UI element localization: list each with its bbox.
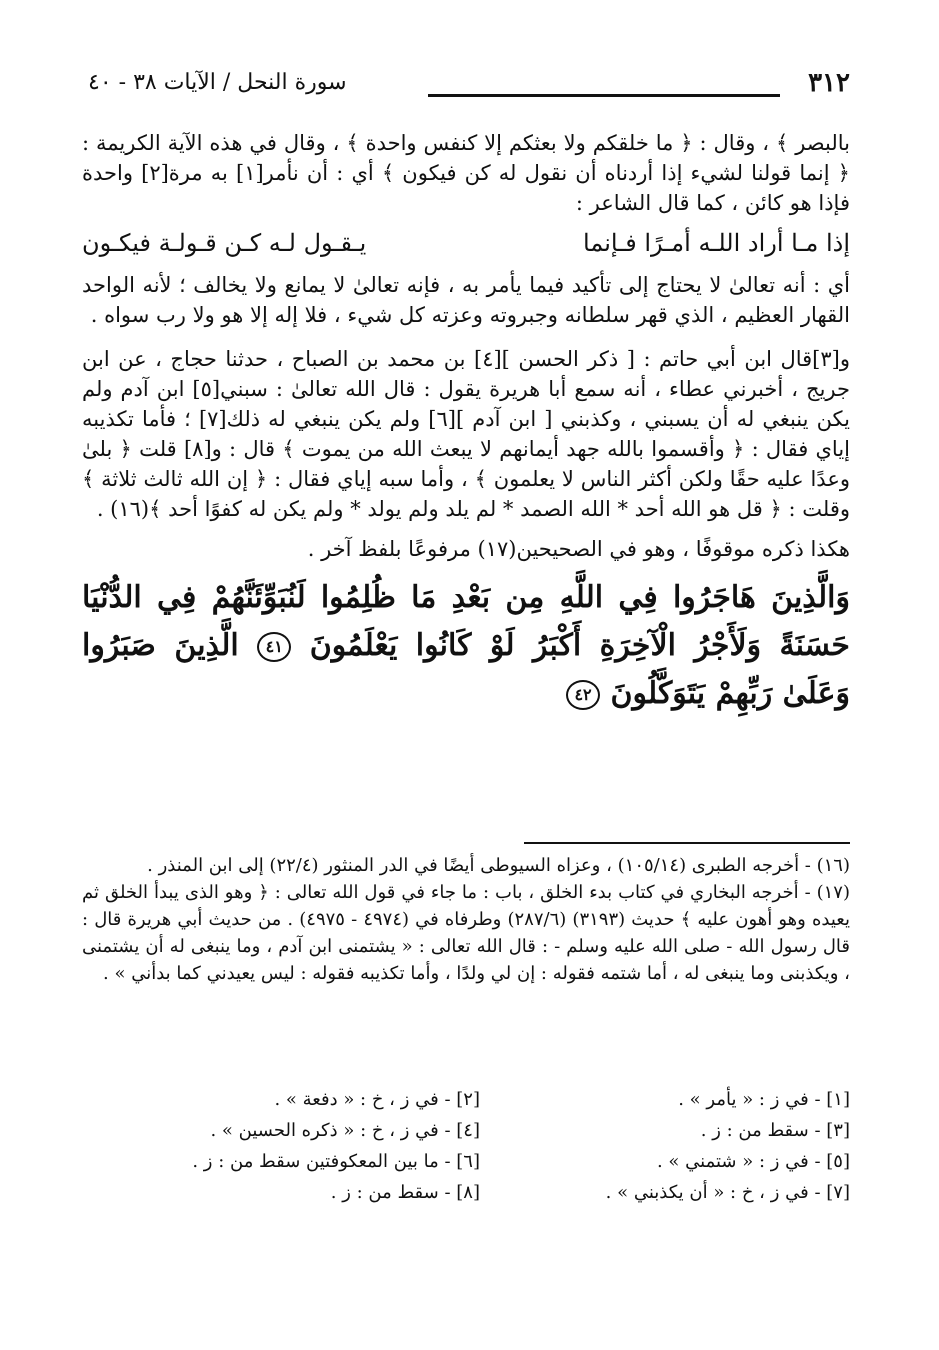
poem-hemistich-2: يـقـول لـه كـن قـولـة فيكـون <box>82 229 367 257</box>
poem-verse <box>82 226 850 260</box>
textual-notes <box>150 1086 850 1206</box>
paragraph-2: أي : أنه تعالىٰ لا يحتاج إلى تأكيد فيما يأمر به ، فإنه تعالىٰ لا يمانع ولا يخالف ؛ لأنه الواحد القهار العظيم ، الذي قهر سلطانه وجبروته وعزته كل شيء ، فلا إله إلا هو ولا رب سواه . <box>82 273 850 327</box>
note-7: [٧] - في ز ، خ : « أن يكذبني » . <box>605 1182 850 1203</box>
paragraph-4: هكذا ذكره موقوفًا ، وهو في الصحيحين(١٧) مرفوعًا بلفظ آخر . <box>307 537 850 561</box>
page-number: ٣١٢ <box>808 68 850 98</box>
ayah-number-42: ٤٢ <box>566 680 600 710</box>
note-8: [٨] - سقط من : ز . <box>330 1182 480 1203</box>
paragraph-3: و[٣]قال ابن أبي حاتم : [ ذكر الحسن ][٤] بن محمد بن الصباح ، حدثنا حجاج ، عن ابن جريج ، أخبرني عطاء ، أنه سمع أبا هريرة يقول : قال الله تعالىٰ : سبني[٥] ابن آدم ولم يكن ينبغي له أن يسبني ، وكذبني [ ابن آدم ][٦] ولم يكن ينبغي له ذلك[٧] ؛ فأما تكذيبه إياي فقال : ﴿ وأقسموا بالله جهد أيمانهم لا يبعث الله من يموت ﴾ قال : و[٨] قلت ﴿ بلىٰ وعدًا عليه حقًا ولكن أكثر الناس لا يعلمون ﴾ ، وأما سبه إياي فقال : ﴿ إن الله ثالث ثلاثة ﴾ وقلت : ﴿ قل هو الله أحد * الله الصمد * لم يلد ولم يولد * ولم يكن له كفوًا أحد ﴾(١٦) . <box>82 347 851 521</box>
note-1: [١] - في ز : « يأمر » . <box>678 1089 850 1110</box>
ayah-number-41: ٤١ <box>257 632 291 662</box>
note-2: [٢] - في ز ، خ : « دفعة » . <box>274 1089 480 1110</box>
footnote-separator <box>524 842 850 844</box>
footnote-16: (١٦) - أخرجه الطبرى (١٠٥/١٤) ، وعزاه السيوطى أيضًا في الدر المنثور (٢٢/٤) إلى ابن المنذر . <box>147 855 850 876</box>
running-title: سورة النحل / الآيات ٣٨ - ٤٠ <box>88 70 347 95</box>
main-text <box>82 128 850 718</box>
quran-ayah-41: وَالَّذِينَ هَاجَرُوا فِي اللَّهِ مِن بَعْدِ مَا ظُلِمُوا لَنُبَوِّئَنَّهُمْ فِي الدُّنْيَا حَسَنَةً وَلَأَجْرُ الْآخِرَةِ أَكْبَرُ لَوْ كَانُوا يَعْلَمُونَ <box>82 580 850 663</box>
footnote-17: (١٧) - أخرجه البخاري في كتاب بدء الخلق ، باب : ما جاء في قول الله تعالى : ﴿ وهو الذى يبدأ الخلق ثم يعيده وهو أهون عليه ﴾ حديث (٣١٩٣) (٢٨٧/٦) وطرفاه في (٤٩٧٤ - ٤٩٧٥) . من حديث أبي هريرة قال : قال رسول الله - صلى الله عليه وسلم - : قال الله تعالى : « يشتمنى ابن آدم ، وما ينبغى له أن يشتمنى ، ويكذبنى وما ينبغى له ، أما شتمه فقوله : إن لي ولدًا ، وأما تكذيبه فقوله : ليس يعيدني كما بدأني » . <box>82 882 850 984</box>
note-3: [٣] - سقط من : ز . <box>700 1120 850 1141</box>
poem-hemistich-1: إذا مـا أراد اللـه أمـرًا فـإنما <box>583 229 850 257</box>
note-6: [٦] - ما بين المعكوفتين سقط من : ز . <box>192 1151 480 1172</box>
footnotes <box>82 852 850 987</box>
quran-ayah-42: الَّذِينَ صَبَرُوا وَعَلَىٰ رَبِّهِمْ يَتَوَكَّلُونَ <box>82 628 850 711</box>
page-header <box>88 66 850 106</box>
quran-verses <box>82 574 850 718</box>
note-5: [٥] - في ز : « شتمني » . <box>656 1151 850 1172</box>
header-rule <box>428 94 780 97</box>
note-4: [٤] - في ز ، خ : « ذكره الحسين » . <box>210 1120 480 1141</box>
paragraph-1: بالبصر ﴾ ، وقال : ﴿ ما خلقكم ولا بعثكم إلا كنفس واحدة ﴾ ، وقال في هذه الآية الكريمة : ﴿ إنما قولنا لشيء إذا أردناه أن نقول له كن فيكون ﴾ أي : أن نأمر[١] به مرة[٢] واحدة فإذا هو كائن ، كما قال الشاعر : <box>82 131 850 215</box>
